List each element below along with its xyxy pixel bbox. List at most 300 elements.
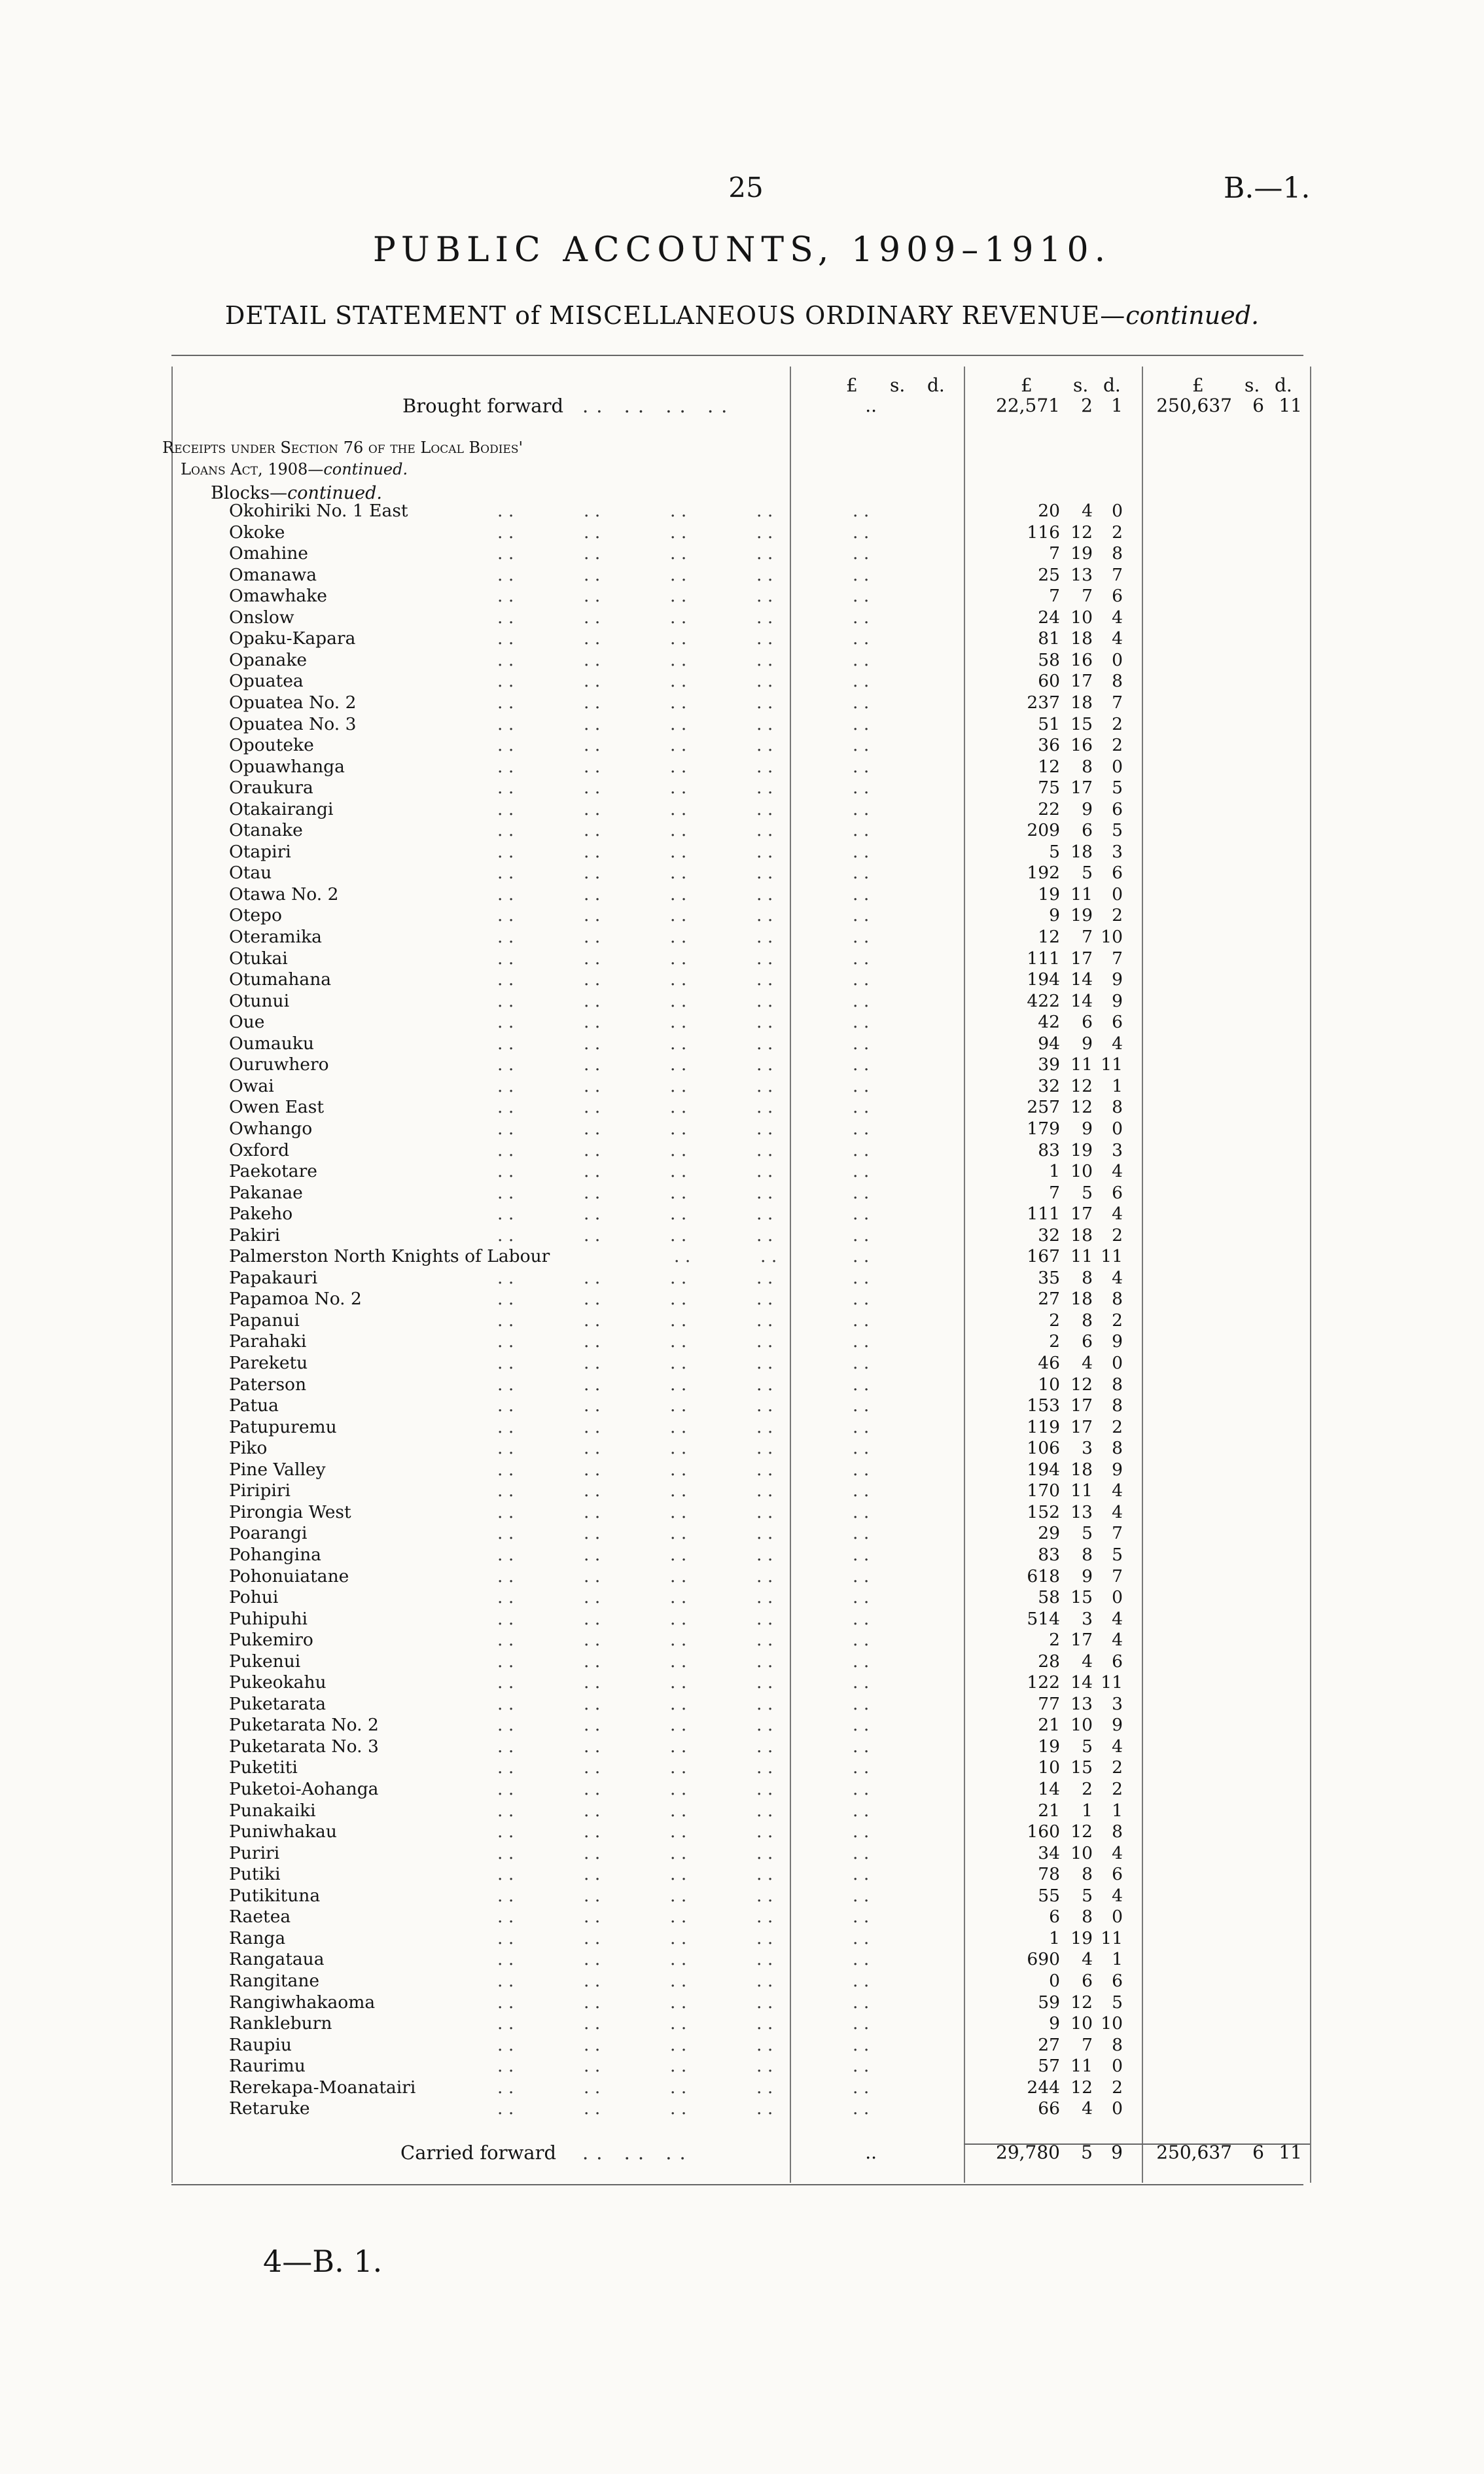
dot-leader: . . . . . . . . <box>497 671 773 692</box>
pence-value: 9 <box>1112 990 1123 1011</box>
pence-value: 0 <box>1112 756 1123 777</box>
col1-empty-dots: . . <box>853 649 870 670</box>
pounds-value: 42 <box>1038 1012 1060 1033</box>
dot-leader: . . . . . . . . <box>497 1012 773 1033</box>
pence-value: 0 <box>1112 1353 1123 1373</box>
col1-empty-dots: . . <box>853 1033 870 1054</box>
table-row <box>0 1907 1484 1928</box>
table-row <box>0 1502 1484 1524</box>
col1-empty-dots: . . <box>853 543 870 564</box>
dot-leader: . . . . . . . . <box>497 1374 773 1395</box>
col1-empty-dots: . . <box>853 1715 870 1736</box>
col1-pence-header: d. <box>927 374 945 396</box>
pounds-value: 39 <box>1038 1054 1060 1075</box>
pounds-value: 19 <box>1038 884 1060 905</box>
pence-value: 8 <box>1112 2034 1123 2055</box>
col3-shilling-header: s. <box>1245 374 1260 396</box>
dot-leader: . . . . . . . . <box>497 1736 773 1757</box>
block-name: Raupiu <box>229 2034 292 2055</box>
pence-value: 8 <box>1112 1438 1123 1459</box>
col1-empty-dots: . . <box>853 1353 870 1373</box>
table-row <box>0 1033 1484 1055</box>
pounds-value: 422 <box>1027 990 1060 1011</box>
shillings-value: 6 <box>1082 820 1093 841</box>
col3-pence-header: d. <box>1275 374 1292 396</box>
table-subtitle <box>0 301 1484 330</box>
table-row <box>0 1757 1484 1779</box>
col1-empty-dots: . . <box>853 778 870 798</box>
col1-empty-dots: . . <box>853 1395 870 1416</box>
pounds-value: 111 <box>1027 1204 1060 1225</box>
col1-empty-dots: . . <box>853 1970 870 1991</box>
pence-value: 9 <box>1112 1459 1123 1480</box>
table-row <box>0 1353 1484 1374</box>
pence-value: 1 <box>1112 1949 1123 1970</box>
block-name: Rankleburn <box>229 2013 332 2034</box>
dot-leader: . . . . . . . . <box>497 1480 773 1501</box>
pounds-value: 22 <box>1038 798 1060 819</box>
shillings-value: 17 <box>1070 948 1093 969</box>
block-name: Pukenui <box>229 1651 301 1672</box>
shillings-value: 17 <box>1070 671 1093 692</box>
table-row <box>0 1801 1484 1822</box>
col1-empty-dots: . . <box>853 1331 870 1352</box>
dot-leader: . . . . . . . . <box>497 1161 773 1182</box>
table-row <box>0 1672 1484 1694</box>
document-reference: B.—1. <box>1224 171 1311 205</box>
blocks-text: Blocks— <box>211 483 288 503</box>
table-row <box>0 714 1484 736</box>
table-row <box>0 1736 1484 1758</box>
pounds-value: 6 <box>1049 1907 1060 1927</box>
shillings-value: 10 <box>1070 2013 1093 2034</box>
pounds-value: 27 <box>1038 1289 1060 1310</box>
table-row <box>0 1886 1484 1907</box>
carried-forward-col2-pence: 9 <box>1111 2142 1123 2163</box>
block-name: Patua <box>229 1395 279 1416</box>
pounds-value: 32 <box>1038 1075 1060 1096</box>
pence-value: 8 <box>1112 1395 1123 1416</box>
dot-leader: . . . . . . . . <box>497 692 773 713</box>
table-row <box>0 692 1484 714</box>
dot-leader: . . . . . . . . <box>497 1566 773 1587</box>
pence-value: 11 <box>1101 1672 1123 1693</box>
pounds-value: 2 <box>1049 1331 1060 1352</box>
table-row <box>0 1054 1484 1076</box>
col1-empty-dots: . . <box>853 1012 870 1033</box>
table-row <box>0 1971 1484 1992</box>
shillings-value: 5 <box>1082 1885 1093 1906</box>
pence-value: 2 <box>1112 735 1123 756</box>
shillings-value: 11 <box>1070 2056 1093 2077</box>
table-row <box>0 1438 1484 1460</box>
pence-value: 5 <box>1112 1992 1123 2013</box>
block-name: Opuawhanga <box>229 756 345 777</box>
shillings-value: 18 <box>1070 692 1093 713</box>
pounds-value: 9 <box>1049 905 1060 926</box>
dot-leader: . . . . . . . . <box>497 884 773 905</box>
block-name: Otapiri <box>229 841 291 862</box>
block-name: Otawa No. 2 <box>229 884 339 905</box>
shillings-value: 14 <box>1070 990 1093 1011</box>
pence-value: 8 <box>1112 1097 1123 1118</box>
col1-empty-dots: . . <box>853 990 870 1011</box>
dot-leader: . . . . . . . . <box>497 1779 773 1799</box>
block-name: Opanake <box>229 649 308 670</box>
shillings-value: 9 <box>1082 1033 1093 1054</box>
table-row <box>0 991 1484 1013</box>
brought-forward-col2-pounds: 22,571 <box>996 395 1060 416</box>
col1-empty-dots: . . <box>853 1672 870 1693</box>
pence-value: 0 <box>1112 1907 1123 1927</box>
pounds-value: 46 <box>1038 1353 1060 1373</box>
pounds-value: 192 <box>1027 863 1060 884</box>
pounds-value: 160 <box>1027 1821 1060 1842</box>
shillings-value: 17 <box>1070 1395 1093 1416</box>
brought-forward-col3-shillings: 6 <box>1252 395 1264 416</box>
table-row <box>0 905 1484 927</box>
dot-leader: . . . . . . . . <box>497 1225 773 1246</box>
shillings-value: 12 <box>1070 522 1093 543</box>
col1-empty-dots: . . <box>853 1118 870 1139</box>
dot-leader: . . . . . . . . <box>497 1097 773 1118</box>
brought-forward-label: Brought forward <box>402 395 564 417</box>
pence-value: 11 <box>1101 1927 1123 1948</box>
block-name: Putiki <box>229 1864 281 1885</box>
pence-value: 5 <box>1112 778 1123 798</box>
block-name: Pine Valley <box>229 1459 326 1480</box>
shillings-value: 13 <box>1070 1693 1093 1714</box>
dot-leader: . . . . . . . . <box>497 905 773 926</box>
block-name: Raetea <box>229 1907 291 1927</box>
pounds-value: 28 <box>1038 1651 1060 1672</box>
pounds-value: 35 <box>1038 1267 1060 1288</box>
table-row <box>0 2098 1484 2120</box>
table-row <box>0 820 1484 842</box>
table-row <box>0 1417 1484 1439</box>
block-name: Otukai <box>229 948 288 969</box>
carried-forward-leader: .. .. .. <box>582 2142 694 2164</box>
pounds-value: 34 <box>1038 1842 1060 1863</box>
block-name: Oue <box>229 1012 265 1033</box>
pounds-value: 690 <box>1027 1949 1060 1970</box>
col1-empty-dots: . . <box>853 522 870 543</box>
carried-forward-col1: .. <box>865 2142 877 2163</box>
col1-empty-dots: . . <box>853 1927 870 1948</box>
table-row <box>0 2035 1484 2056</box>
block-name: Puketarata <box>229 1693 327 1714</box>
table-row <box>0 948 1484 970</box>
pounds-value: 58 <box>1038 649 1060 670</box>
pence-value: 4 <box>1112 1161 1123 1182</box>
col1-empty-dots: . . <box>853 2056 870 2077</box>
pence-value: 6 <box>1112 1970 1123 1991</box>
pounds-value: 179 <box>1027 1118 1060 1139</box>
block-name: Parahaki <box>229 1331 307 1352</box>
pounds-value: 12 <box>1038 756 1060 777</box>
dot-leader: . . . . . . . . <box>497 1033 773 1054</box>
dot-leader: . . . . . . . . <box>497 2013 773 2034</box>
brought-forward-col3-pence: 11 <box>1279 395 1302 416</box>
pence-value: 6 <box>1112 1651 1123 1672</box>
col1-empty-dots: . . <box>853 1821 870 1842</box>
col1-empty-dots: . . <box>853 1566 870 1587</box>
dot-leader: . . . . . . . . <box>497 1523 773 1544</box>
block-name: Rangataua <box>229 1949 325 1970</box>
pounds-value: 55 <box>1038 1885 1060 1906</box>
dot-leader: . . . . . . . . <box>497 778 773 798</box>
pounds-value: 122 <box>1027 1672 1060 1693</box>
pence-value: 4 <box>1112 1842 1123 1863</box>
col3-pound-header: £ <box>1192 374 1204 396</box>
shillings-value: 6 <box>1082 1970 1093 1991</box>
table-row <box>0 1076 1484 1098</box>
dot-leader: . . . . . . . . <box>497 1949 773 1970</box>
table-row <box>0 501 1484 522</box>
pence-value: 2 <box>1112 1416 1123 1437</box>
col1-empty-dots: . . <box>853 1992 870 2013</box>
dot-leader: . . . . . . . . <box>497 2077 773 2098</box>
dot-leader: . . . . . . . . <box>497 1182 773 1203</box>
block-name: Putikituna <box>229 1885 321 1906</box>
table-row <box>0 671 1484 692</box>
block-name: Pirongia West <box>229 1501 351 1522</box>
pence-value: 0 <box>1112 884 1123 905</box>
pence-value: 4 <box>1112 628 1123 649</box>
block-name: Onslow <box>229 607 294 628</box>
brought-forward-col2-shillings: 2 <box>1081 395 1093 416</box>
dot-leader: . . . . . . . . <box>497 628 773 649</box>
pence-value: 2 <box>1112 905 1123 926</box>
dot-leader: . . . . . . . . <box>497 1630 773 1651</box>
subtitle-main: DETAIL STATEMENT of MISCELLANEOUS ORDINARY REVENUE— <box>224 301 1126 330</box>
table-row <box>0 2056 1484 2077</box>
pounds-value: 194 <box>1027 1459 1060 1480</box>
block-name: Opuatea No. 2 <box>229 692 357 713</box>
block-name: Opouteke <box>229 735 314 756</box>
dot-leader: . . . . . . . . <box>497 564 773 585</box>
col1-empty-dots: . . <box>853 820 870 841</box>
block-name: Pakanae <box>229 1182 303 1203</box>
col1-empty-dots: . . <box>853 2098 870 2119</box>
brought-forward-col3-pounds: 250,637 <box>1156 395 1232 416</box>
pounds-value: 83 <box>1038 1544 1060 1565</box>
table-row <box>0 778 1484 799</box>
shillings-value: 6 <box>1082 1012 1093 1033</box>
col1-empty-dots: . . <box>853 1800 870 1821</box>
shillings-value: 10 <box>1070 1161 1093 1182</box>
shillings-value: 8 <box>1082 1310 1093 1331</box>
block-name: Raurimu <box>229 2056 306 2077</box>
pence-value: 0 <box>1112 2056 1123 2077</box>
shillings-value: 13 <box>1070 564 1093 585</box>
col1-empty-dots: . . <box>853 1736 870 1757</box>
col1-empty-dots: . . <box>853 1054 870 1075</box>
table-row <box>0 1821 1484 1843</box>
shillings-value: 15 <box>1070 1757 1093 1778</box>
col1-empty-dots: . . <box>853 1267 870 1288</box>
shillings-value: 7 <box>1082 2034 1093 2055</box>
col1-empty-dots: . . <box>853 692 870 713</box>
col1-empty-dots: . . <box>853 628 870 649</box>
pence-value: 8 <box>1112 543 1123 564</box>
block-name: Papanui <box>229 1310 300 1331</box>
pence-value: 2 <box>1112 1310 1123 1331</box>
pence-value: 5 <box>1112 820 1123 841</box>
pence-value: 2 <box>1112 522 1123 543</box>
table-row <box>0 650 1484 672</box>
dot-leader: . . . . . . . . <box>497 1715 773 1736</box>
col1-empty-dots: . . <box>853 1544 870 1565</box>
shillings-value: 8 <box>1082 756 1093 777</box>
pence-value: 8 <box>1112 1821 1123 1842</box>
brought-forward-col1: .. <box>865 395 877 416</box>
pounds-value: 10 <box>1038 1757 1060 1778</box>
dot-leader: . . . . . . . . <box>497 1885 773 1906</box>
block-name: Ouruwhero <box>229 1054 329 1075</box>
dot-leader: . . . . . . . . <box>497 1438 773 1459</box>
table-top-rule <box>171 355 1303 356</box>
table-row <box>0 1992 1484 2014</box>
pounds-value: 9 <box>1049 2013 1060 2034</box>
col1-empty-dots: . . <box>853 564 870 585</box>
shillings-value: 7 <box>1082 586 1093 607</box>
col1-pound-header: £ <box>846 374 858 396</box>
pence-value: 10 <box>1101 2013 1123 2034</box>
pounds-value: 1 <box>1049 1927 1060 1948</box>
pence-value: 4 <box>1112 1267 1123 1288</box>
dot-leader: . . . . . . . . <box>497 990 773 1011</box>
col1-empty-dots: . . <box>853 2077 870 2098</box>
shillings-value: 17 <box>1070 778 1093 798</box>
block-name: Rerekapa-Moanatairi <box>229 2077 416 2098</box>
dot-leader: . . . . . . . . <box>497 1608 773 1629</box>
shillings-value: 17 <box>1070 1204 1093 1225</box>
shillings-value: 18 <box>1070 628 1093 649</box>
col1-empty-dots: . . <box>853 1204 870 1225</box>
col1-empty-dots: . . <box>853 1608 870 1629</box>
section-heading-line2-wrap <box>162 459 804 480</box>
block-name: Owhango <box>229 1118 313 1139</box>
pence-value: 9 <box>1112 969 1123 990</box>
col1-empty-dots: . . <box>853 1246 870 1267</box>
dot-leader: . . . . . . . . <box>497 501 773 521</box>
pounds-value: 0 <box>1049 1970 1060 1991</box>
block-name: Oraukura <box>229 778 313 798</box>
table-row <box>0 1651 1484 1673</box>
pence-value: 6 <box>1112 1864 1123 1885</box>
pounds-value: 59 <box>1038 1992 1060 2013</box>
pence-value: 4 <box>1112 1736 1123 1757</box>
pounds-value: 152 <box>1027 1501 1060 1522</box>
pounds-value: 77 <box>1038 1693 1060 1714</box>
block-name: Omahine <box>229 543 308 564</box>
dot-leader: . . . . . . . . <box>497 1587 773 1608</box>
dot-leader: . . . . . . . . <box>497 2034 773 2055</box>
pounds-value: 237 <box>1027 692 1060 713</box>
shillings-value: 18 <box>1070 841 1093 862</box>
section-heading-line2: Loans Act, 1908— <box>181 460 324 478</box>
section-heading-continued: continued. <box>323 460 408 478</box>
dot-leader: . . . . . . . . <box>497 927 773 947</box>
table-row <box>0 1715 1484 1736</box>
block-name: Poarangi <box>229 1523 308 1544</box>
table-row <box>0 1374 1484 1396</box>
pence-value: 4 <box>1112 1885 1123 1906</box>
block-name: Omawhake <box>229 586 327 607</box>
dot-leader: . . . . . . . . <box>497 1075 773 1096</box>
pounds-value: 2 <box>1049 1310 1060 1331</box>
block-name: Okohiriki No. 1 East <box>229 501 408 521</box>
dot-leader: . . . . . . . . <box>497 735 773 756</box>
pounds-value: 618 <box>1027 1566 1060 1587</box>
pounds-value: 32 <box>1038 1225 1060 1246</box>
dot-leader: . . . . . . . . <box>497 2098 773 2119</box>
dot-leader: . . . . . . . . <box>497 1459 773 1480</box>
col1-empty-dots: . . <box>853 1779 870 1799</box>
col1-empty-dots: . . <box>853 1459 870 1480</box>
shillings-value: 12 <box>1070 1075 1093 1096</box>
shillings-value: 18 <box>1070 1225 1093 1246</box>
block-name: Punakaiki <box>229 1800 316 1821</box>
pounds-value: 1 <box>1049 1161 1060 1182</box>
shillings-value: 19 <box>1070 905 1093 926</box>
table-row <box>0 1268 1484 1289</box>
dot-leader: . . . . . . . . <box>497 607 773 628</box>
col1-empty-dots: . . <box>853 1182 870 1203</box>
col1-empty-dots: . . <box>853 1864 870 1885</box>
shillings-value: 4 <box>1082 2098 1093 2119</box>
col1-empty-dots: . . <box>853 1438 870 1459</box>
block-name: Pukeokahu <box>229 1672 327 1693</box>
col1-shilling-header: s. <box>890 374 906 396</box>
table-row <box>0 1119 1484 1140</box>
table-row <box>0 1246 1484 1268</box>
shillings-value: 11 <box>1070 1246 1093 1267</box>
col1-empty-dots: . . <box>853 927 870 947</box>
block-name: Paterson <box>229 1374 307 1395</box>
table-row <box>0 1012 1484 1033</box>
table-row <box>0 628 1484 650</box>
col1-empty-dots: . . <box>853 969 870 990</box>
dot-leader: . . . . . . . . <box>497 820 773 841</box>
shillings-value: 11 <box>1070 1054 1093 1075</box>
dot-leader: . . . . . . . . <box>497 841 773 862</box>
pence-value: 11 <box>1101 1246 1123 1267</box>
blocks-continued: continued. <box>287 483 382 503</box>
pence-value: 2 <box>1112 1757 1123 1778</box>
pence-value: 8 <box>1112 671 1123 692</box>
pence-value: 6 <box>1112 863 1123 884</box>
dot-leader: . . . . . . . . <box>497 1757 773 1778</box>
dot-leader: . . . . . . . . <box>497 2056 773 2077</box>
col1-empty-dots: . . <box>853 1374 870 1395</box>
pounds-value: 111 <box>1027 948 1060 969</box>
carried-forward-col3-pounds: 250,637 <box>1156 2142 1232 2163</box>
block-name: Opuatea <box>229 671 304 692</box>
pence-value: 7 <box>1112 564 1123 585</box>
col1-empty-dots: . . <box>853 905 870 926</box>
table-row <box>0 1864 1484 1886</box>
table-row <box>0 1566 1484 1588</box>
pounds-value: 106 <box>1027 1438 1060 1459</box>
pounds-value: 170 <box>1027 1480 1060 1501</box>
shillings-value: 5 <box>1082 1736 1093 1757</box>
table-row <box>0 565 1484 586</box>
pounds-value: 29 <box>1038 1523 1060 1544</box>
page-title: PUBLIC ACCOUNTS, 1909–1910. <box>372 230 1112 270</box>
pounds-value: 21 <box>1038 1715 1060 1736</box>
